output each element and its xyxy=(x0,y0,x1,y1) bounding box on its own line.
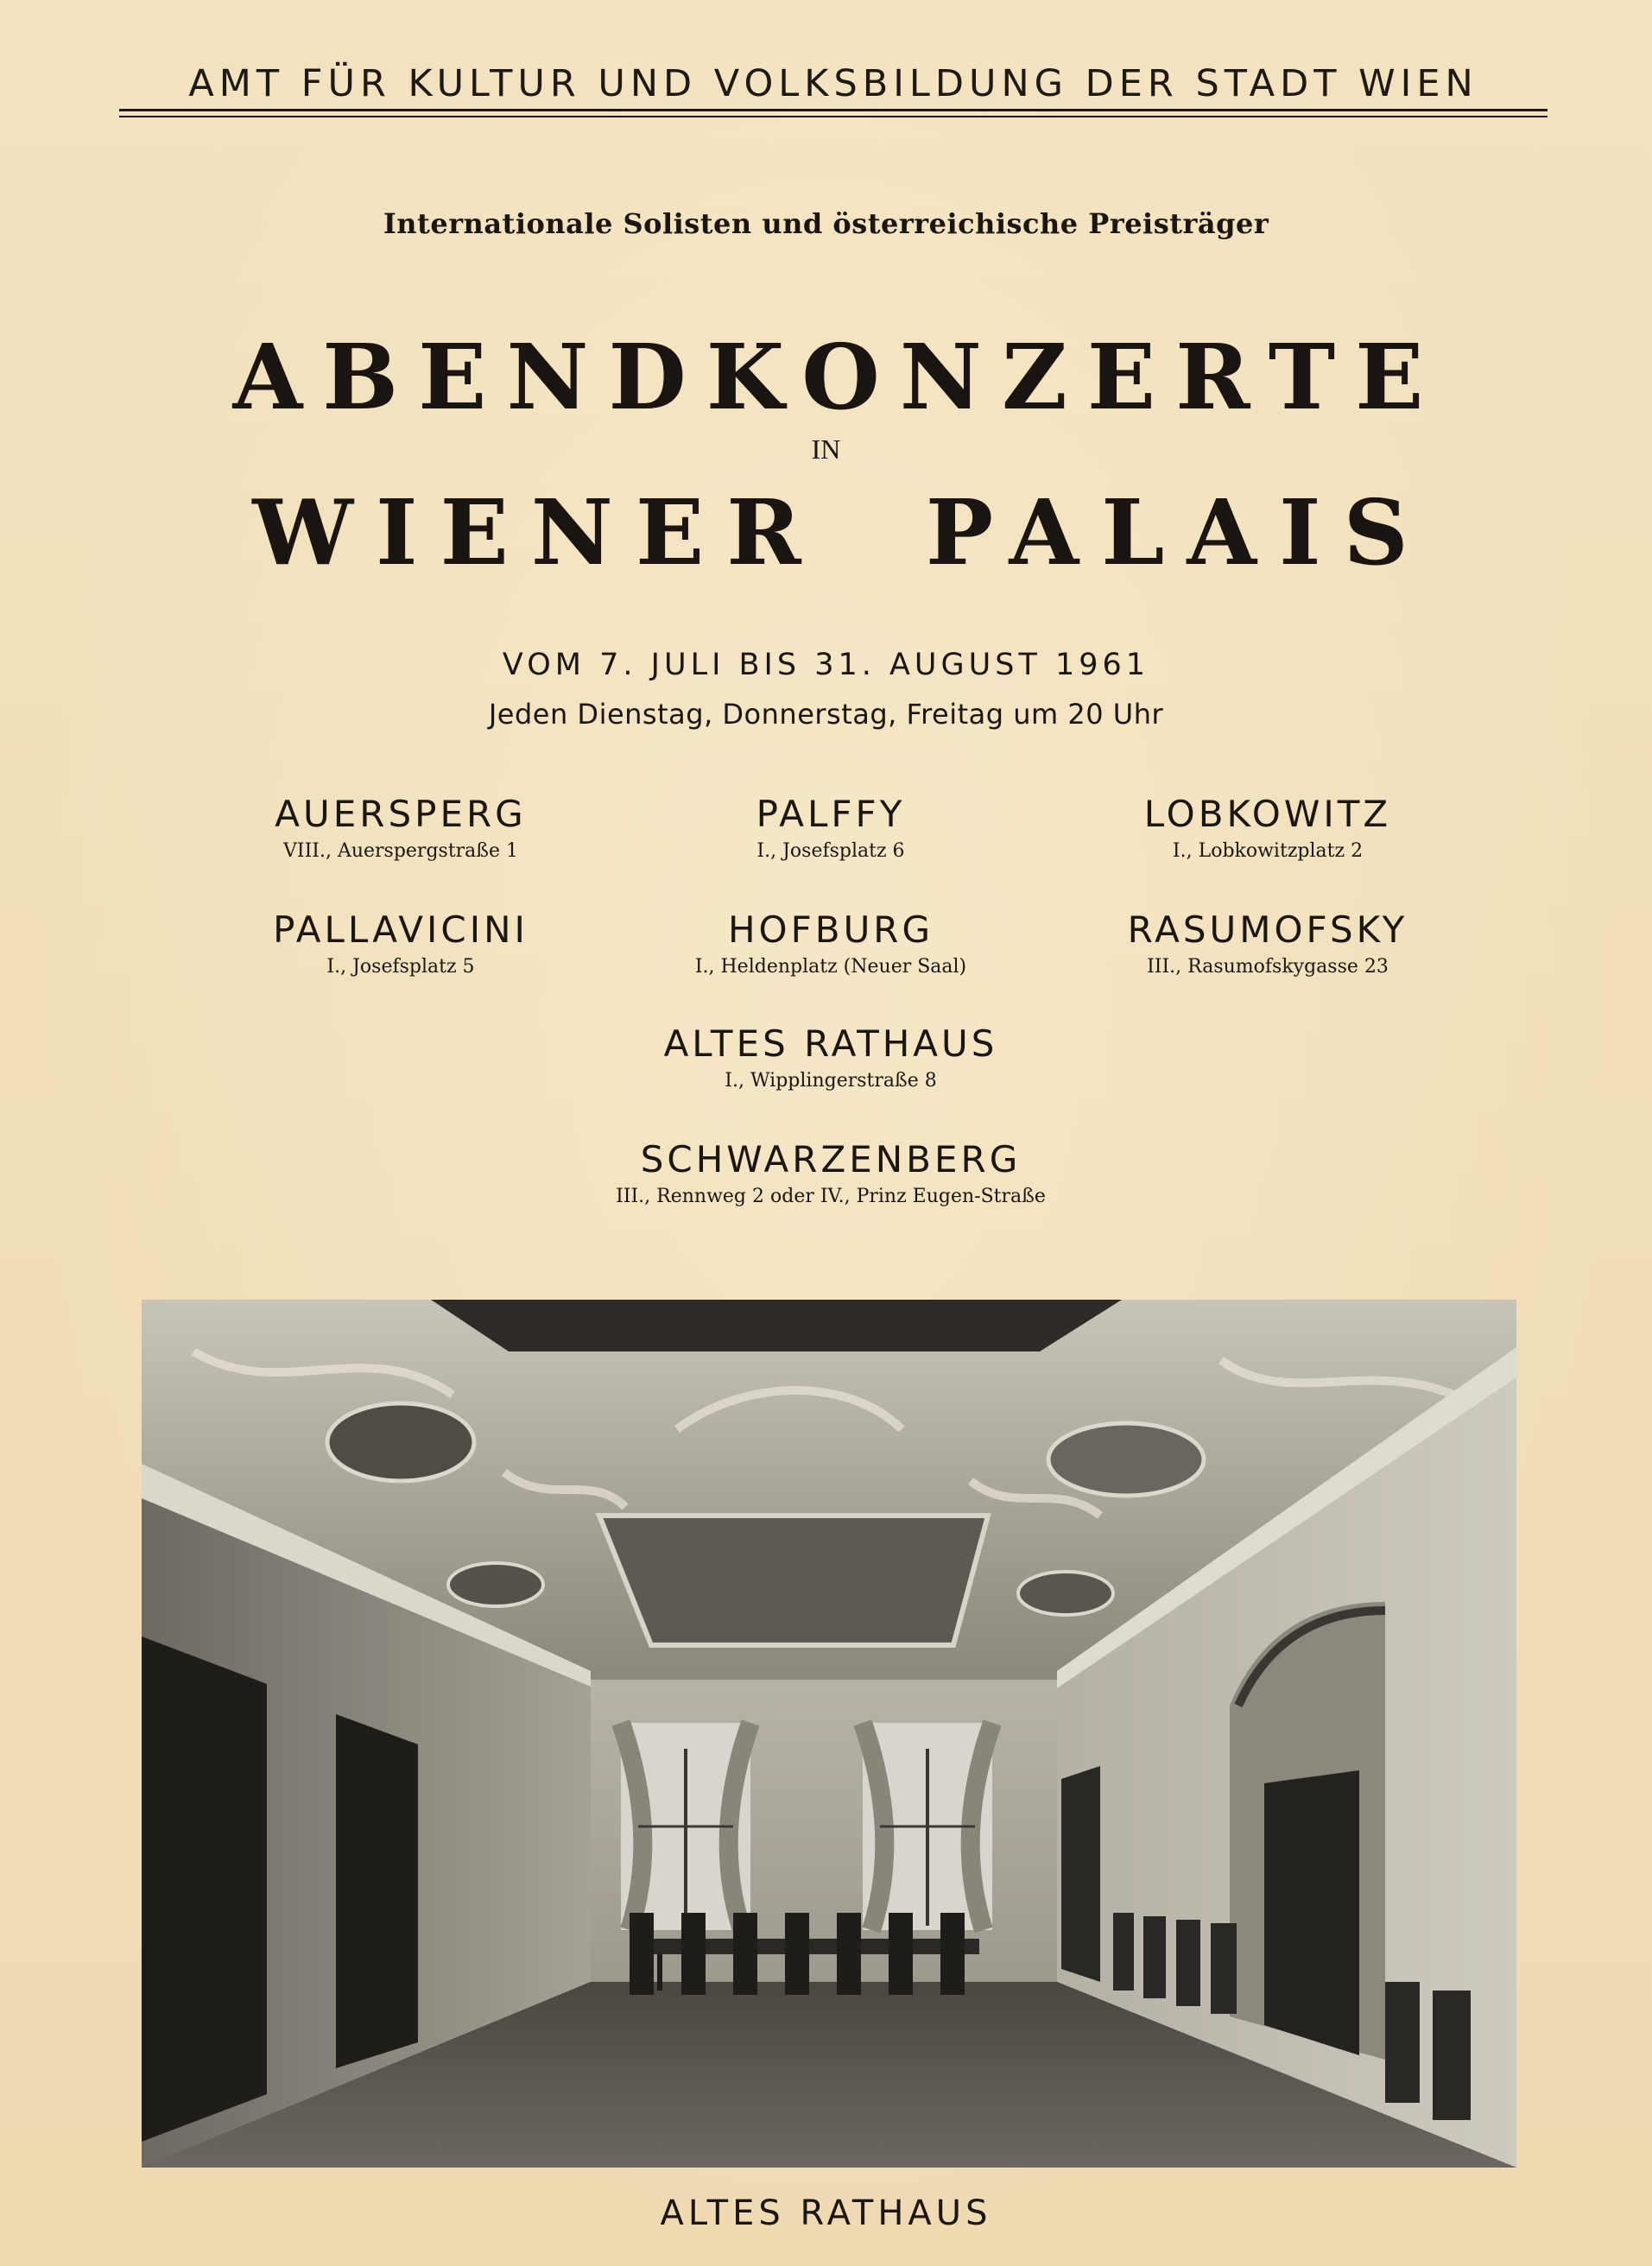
venue-hofburg xyxy=(589,908,1073,978)
venue-name: SCHWARZENBERG xyxy=(640,1138,1022,1180)
venue-name: HOFBURG xyxy=(727,908,934,951)
header-rule-bottom xyxy=(119,116,1548,117)
venue-name: PALFFY xyxy=(756,793,906,835)
title-line-1: ABENDKONZERTE xyxy=(232,324,1444,430)
header-rule-top xyxy=(119,109,1548,111)
venue-name: LOBKOWITZ xyxy=(1143,793,1392,835)
venue-address: I., Heldenplatz (Neuer Saal) xyxy=(694,956,967,978)
venue-pallavicini xyxy=(159,908,642,978)
venue-auersperg xyxy=(159,793,642,862)
venue-name: ALTES RATHAUS xyxy=(663,1022,998,1065)
venue-name: PALLAVICINI xyxy=(273,908,529,951)
title-line-2: WIENER PALAIS xyxy=(252,479,1431,585)
venue-lobkowitz xyxy=(1026,793,1510,862)
weekday-schedule: Jeden Dienstag, Donnerstag, Freitag um 20 Uhr xyxy=(488,698,1164,731)
venue-palffy xyxy=(589,793,1073,862)
date-range: VOM 7. JULI BIS 31. AUGUST 1961 xyxy=(502,648,1150,682)
organization-header: AMT FÜR KULTUR UND VOLKSBILDUNG DER STADT WIEN xyxy=(188,62,1478,105)
photo-caption: ALTES RATHAUS xyxy=(660,2193,992,2233)
venue-address: III., Rennweg 2 oder IV., Prinz Eugen-Straße xyxy=(616,1186,1046,1207)
venue-address: VIII., Auerspergstraße 1 xyxy=(283,840,518,862)
venue-rasumofsky xyxy=(1026,908,1510,978)
venue-altes-rathaus xyxy=(589,1022,1073,1092)
venue-address: I., Wipplingerstraße 8 xyxy=(725,1070,937,1092)
title-connector: IN xyxy=(811,434,841,465)
venue-name: RASUMOFSKY xyxy=(1127,908,1408,951)
subtitle: Internationale Solisten und österreichische Preisträger xyxy=(383,207,1269,240)
venue-address: I., Josefsplatz 5 xyxy=(326,956,475,978)
venue-address: I., Lobkowitzplatz 2 xyxy=(1172,840,1364,862)
venue-address: III., Rasumofskygasse 23 xyxy=(1147,956,1389,978)
hall-photograph xyxy=(142,1300,1516,2168)
venue-address: I., Josefsplatz 6 xyxy=(756,840,905,862)
venue-name: AUERSPERG xyxy=(275,793,527,835)
venue-schwarzenberg xyxy=(503,1138,1159,1207)
